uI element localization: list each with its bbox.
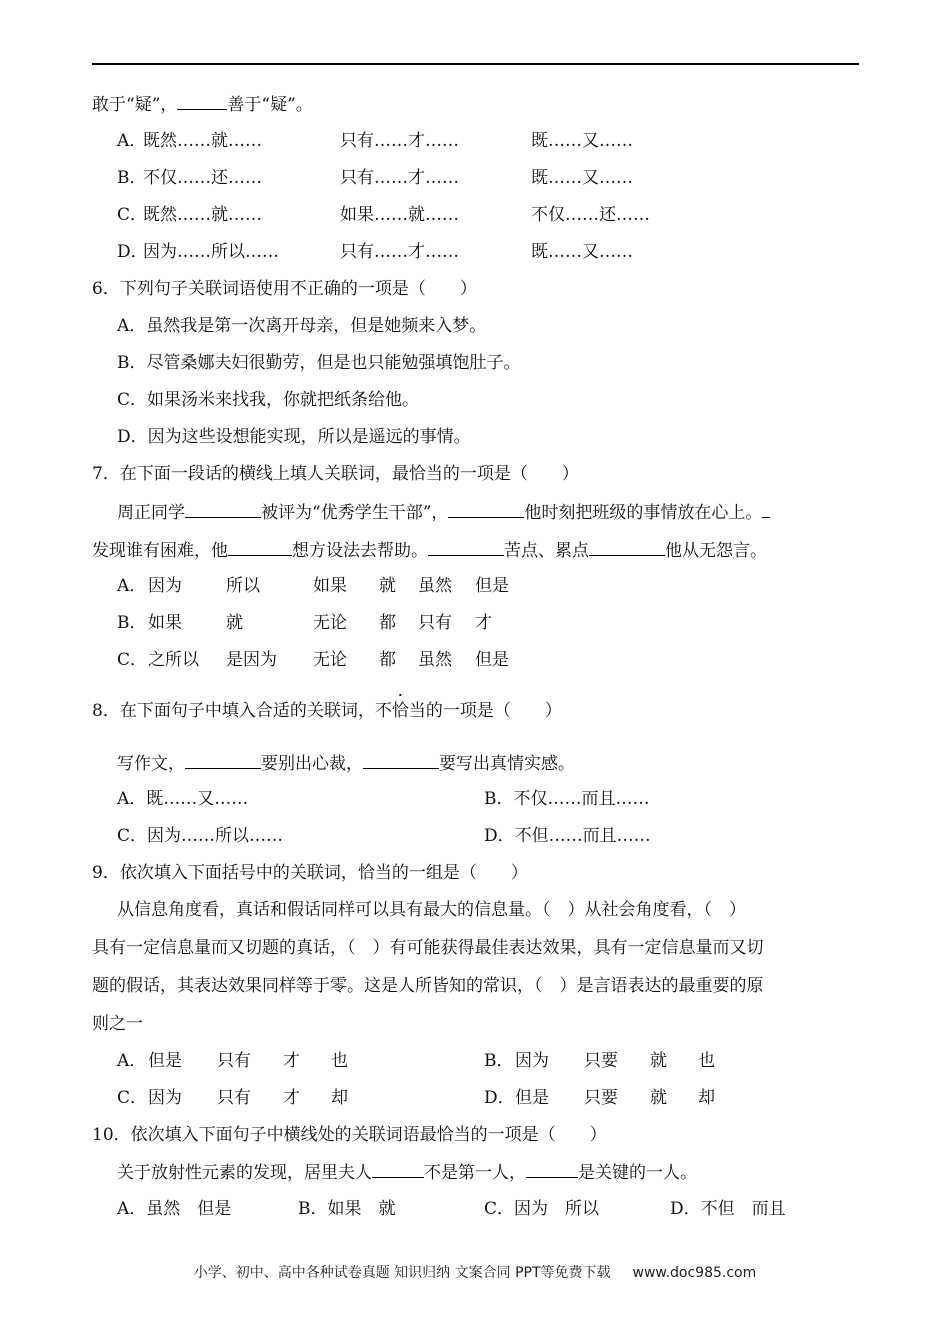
q10-blank-2[interactable] xyxy=(526,1161,578,1178)
q5-stem-tail xyxy=(92,93,313,116)
q7-stem: 7．在下面一段话的横线上填人关联词，最恰当的一项是（ ） xyxy=(92,464,579,484)
q8-option-c[interactable]: C．因为……所以…… xyxy=(117,826,284,846)
q8-stem: 8．在下面句子中填入合适的关联词，不恰当的一项是（ ） xyxy=(92,701,562,721)
q6-option-d[interactable]: D．因为这些设想能实现，所以是遥远的事情。 xyxy=(117,427,471,447)
q5-text-b: 善于“疑”。 xyxy=(227,95,313,115)
q8-sentence: 写作文， 要别出心裁， 要写出真情实感。 xyxy=(117,754,575,774)
q5-text-a: 敢于“疑”， xyxy=(92,95,178,115)
q8-blank-2[interactable] xyxy=(363,752,439,769)
q9-paragraph-line1: 从信息角度看，真话和假话同样可以具有最大的信息量。（ ）从社会角度看，（ ） xyxy=(117,900,746,920)
q9-paragraph-line2: 具有一定信息量而又切题的真话，（ ）有可能获得最佳表达效果，具有一定信息量而又切 xyxy=(92,938,764,958)
q10-option-a[interactable]: A．虽然 但是 xyxy=(117,1199,232,1219)
q10-option-b[interactable]: B．如果 就 xyxy=(298,1199,396,1219)
q9-paragraph-line4: 则之一 xyxy=(92,1014,143,1034)
footer-site-link[interactable]: www.doc985.com xyxy=(632,1265,757,1281)
q7-blank-5[interactable] xyxy=(428,539,504,556)
q7-paragraph-line1: 周正同学 被评为“优秀学生干部”， 他时刻把班级的事情放在心上。 xyxy=(117,501,770,524)
q7-blank-6[interactable] xyxy=(589,539,665,556)
q7-blank-4[interactable] xyxy=(228,539,292,556)
q6-option-a[interactable]: A．虽然我是第一次离开母亲，但是她频来入梦。 xyxy=(117,316,487,336)
q6-stem: 6．下列句子关联词语使用不正确的一项是（ ） xyxy=(92,279,477,299)
q7-paragraph-line2: 发现谁有困难，他 想方设法去帮助。 苦点、累点 他从无怨言。 xyxy=(92,541,767,561)
q8-option-d[interactable]: D．不但……而且…… xyxy=(484,826,651,846)
q9-stem: 9．依次填入下面括号中的关联词，恰当的一组是（ ） xyxy=(92,863,528,883)
q7-blank-2[interactable] xyxy=(448,501,524,518)
q8-emphasis-not-appropriate: 不恰当 xyxy=(374,701,426,721)
q10-option-d[interactable]: D．不但 而且 xyxy=(670,1199,786,1219)
footer-text: 小学、初中、高中各种试卷真题 知识归纳 文案合同 PPT等免费下载 xyxy=(193,1265,611,1281)
q8-blank-1[interactable] xyxy=(185,752,261,769)
q7-blank-3[interactable] xyxy=(762,501,770,518)
q5-blank[interactable] xyxy=(177,93,227,110)
q10-blank-1[interactable] xyxy=(372,1161,424,1178)
page-footer xyxy=(0,1262,950,1282)
q8-option-b[interactable]: B．不仅……而且…… xyxy=(484,789,650,809)
q10-stem: 10．依次填入下面句子中横线处的关联词语最恰当的一项是（ ） xyxy=(92,1125,607,1145)
q10-option-c[interactable]: C．因为 所以 xyxy=(484,1199,600,1219)
q7-blank-1[interactable] xyxy=(185,501,261,518)
q6-option-b[interactable]: B．尽管桑娜夫妇很勤劳，但是也只能勉强填饱肚子。 xyxy=(117,353,521,373)
q9-paragraph-line3: 题的假话，其表达效果同样等于零。这是人所皆知的常识，（ ）是言语表达的最重要的原 xyxy=(92,976,764,996)
header-rule xyxy=(92,63,859,65)
q10-sentence: 关于放射性元素的发现，居里夫人 不是第一人， 是关键的一人。 xyxy=(117,1163,697,1183)
q8-option-a[interactable]: A．既……又…… xyxy=(117,789,249,809)
q6-option-c[interactable]: C．如果汤米来找我，你就把纸条给他。 xyxy=(117,390,420,410)
